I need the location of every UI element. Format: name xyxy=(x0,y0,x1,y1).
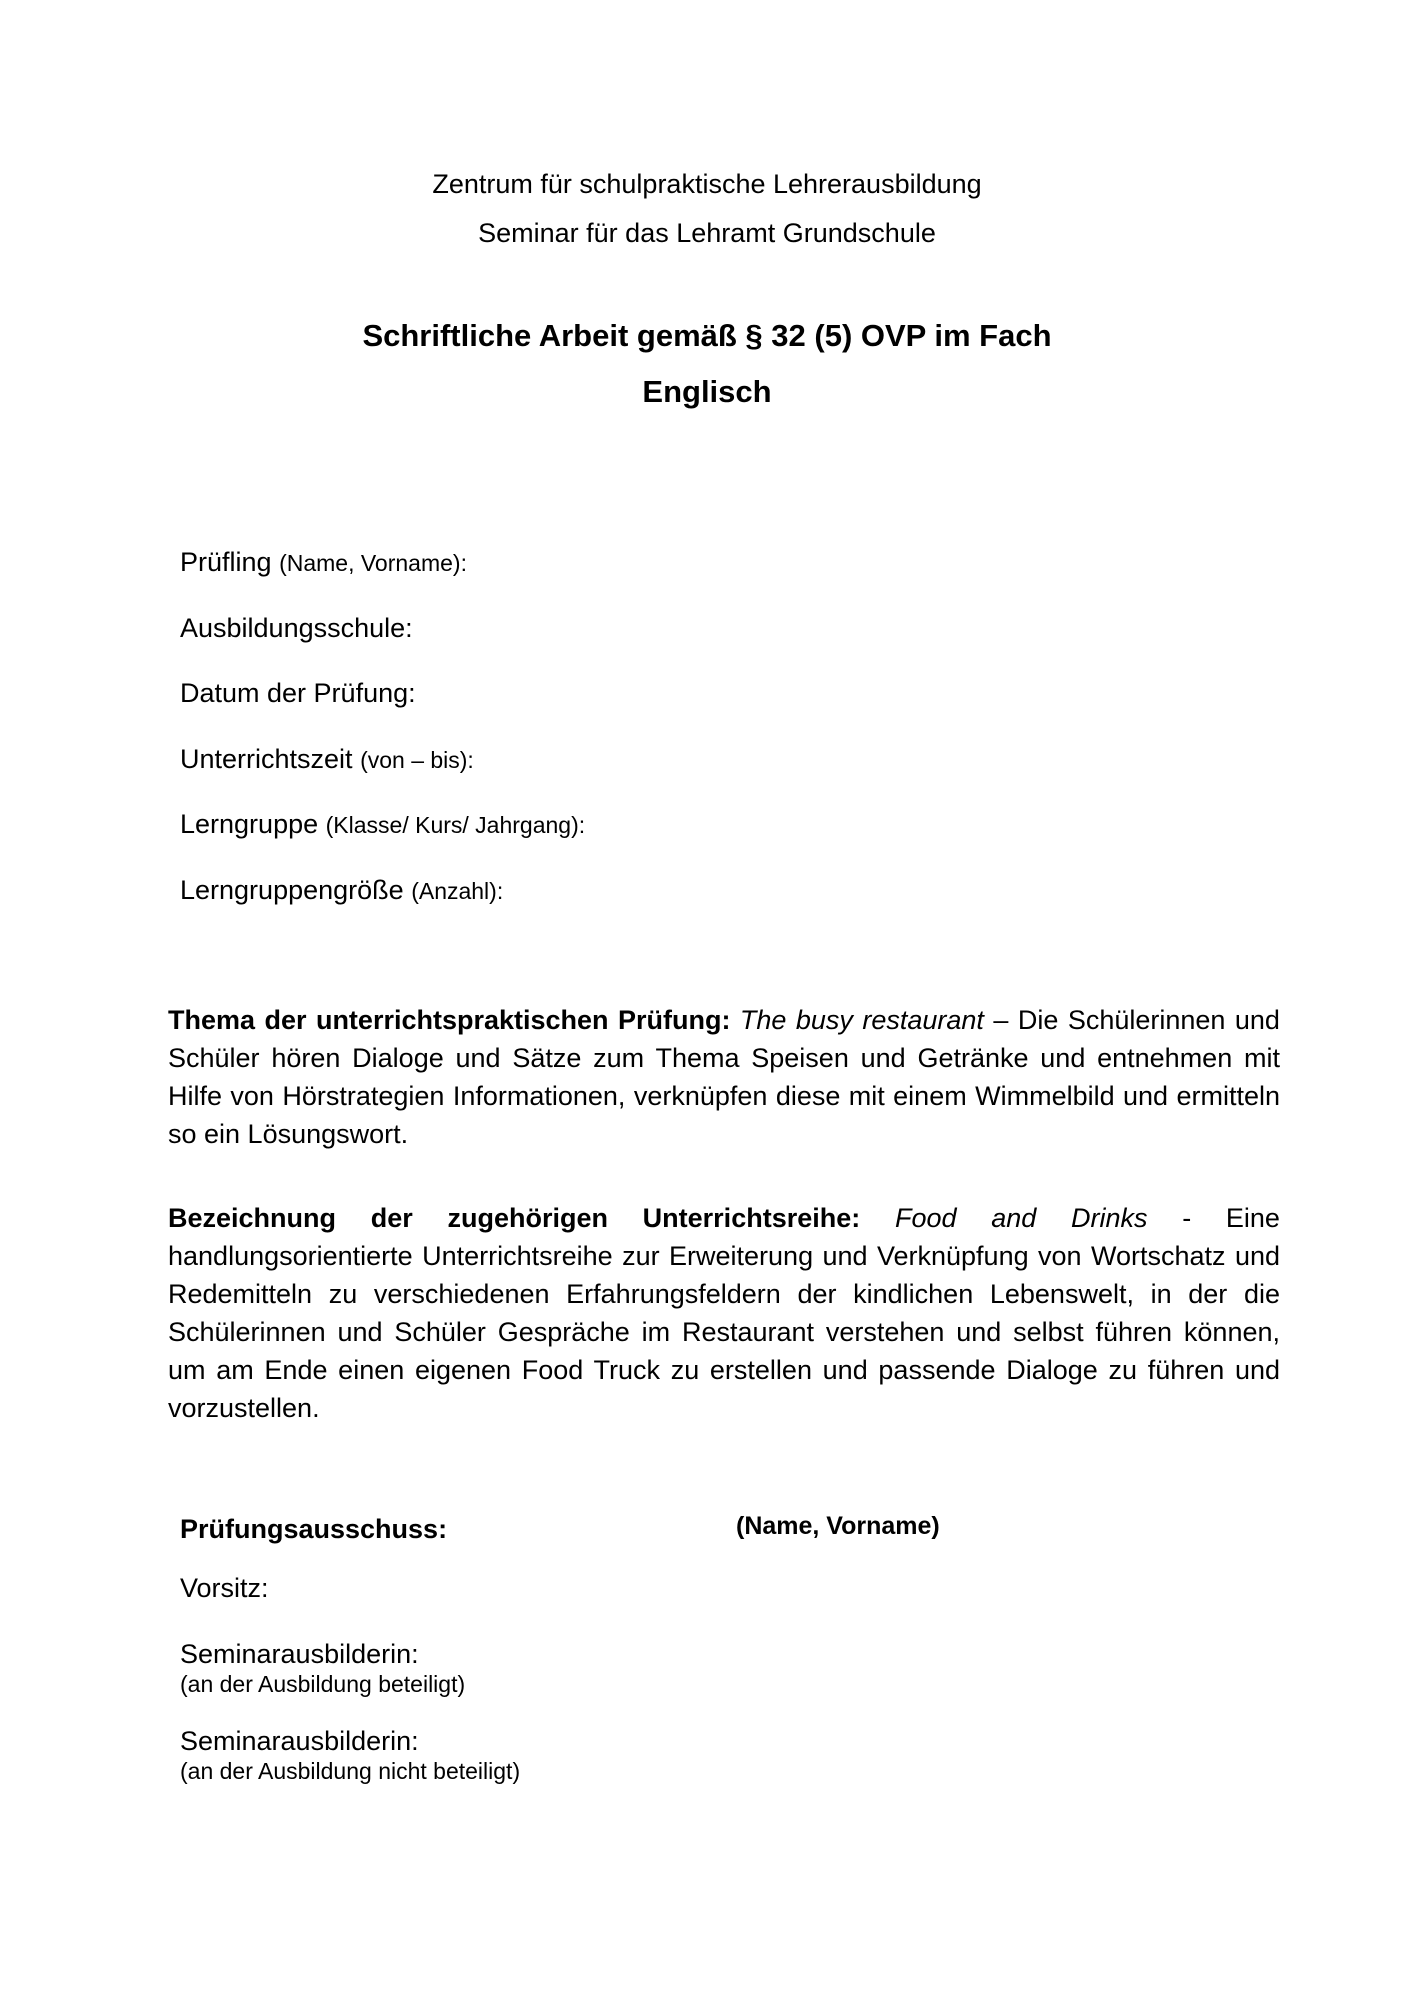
field-label: Datum der Prüfung: xyxy=(180,678,416,708)
committee-role-note: (an der Ausbildung beteiligt) xyxy=(180,1671,466,1697)
field-hint: (Anzahl): xyxy=(411,878,504,904)
exam-topic-paragraph xyxy=(168,1001,1280,1153)
institution-line-2: Seminar für das Lehramt Grundschule xyxy=(478,218,936,248)
lesson-series-paragraph xyxy=(168,1199,1280,1427)
document-title-line-1: Schriftliche Arbeit gemäß § 32 (5) OVP im Fach xyxy=(362,318,1052,353)
committee-name-column-label: (Name, Vorname) xyxy=(736,1512,940,1540)
field-exam-date xyxy=(180,676,416,710)
committee-member-trainer-involved xyxy=(180,1638,465,1698)
committee-member-trainer-not-involved xyxy=(180,1725,520,1785)
exam-topic-label: Thema der unterrichtspraktischen Prüfung: xyxy=(168,1005,731,1035)
committee-member-chair xyxy=(180,1572,269,1604)
institution-line-1: Zentrum für schulpraktische Lehrerausbildung xyxy=(432,169,982,199)
field-hint: (Name, Vorname): xyxy=(279,550,467,576)
committee-role: Seminarausbilderin: xyxy=(180,1726,419,1756)
exam-topic-title: The busy restaurant xyxy=(739,1005,984,1035)
field-hint: (von – bis): xyxy=(360,747,474,773)
field-hint: (Klasse/ Kurs/ Jahrgang): xyxy=(325,812,586,838)
field-learning-group xyxy=(180,807,585,842)
field-label: Prüfling xyxy=(180,547,272,577)
exam-topic-text: – Die Schülerinnen und Schüler hören Dialoge und Sätze zum Thema Speisen und Getränke und entnehmen mit Hilfe von Hörstrategien Informationen, verknüpfen diese mit einem Wimmelbild und ermitteln so ein Lösungswort. xyxy=(168,1005,1280,1149)
field-label: Lerngruppengröße xyxy=(180,875,404,905)
committee-role: Vorsitz: xyxy=(180,1573,269,1603)
field-training-school xyxy=(180,611,413,645)
field-examinee xyxy=(180,545,467,580)
lesson-series-title: Food and Drinks xyxy=(894,1203,1148,1233)
field-label: Unterrichtszeit xyxy=(180,744,353,774)
field-lesson-time xyxy=(180,742,474,777)
committee-heading: Prüfungsausschuss: xyxy=(180,1514,448,1544)
committee-role: Seminarausbilderin: xyxy=(180,1639,419,1669)
committee-role-note: (an der Ausbildung nicht beteiligt) xyxy=(180,1758,521,1784)
document-title-subject: Englisch xyxy=(642,374,772,409)
lesson-series-text: - Eine handlungsorientierte Unterrichtsreihe zur Erweiterung und Verknüpfung von Wortschatz und Redemitteln zu verschiedenen Erfahrungsfeldern der kindlichen Lebenswelt, in der die Schülerinnen und Schüler Gespräche im Restaurant verstehen und selbst führen können, um am Ende einen eigenen Food Truck zu erstellen und passende Dialoge zu führen und vorzustellen. xyxy=(168,1203,1280,1423)
lesson-series-label: Bezeichnung der zugehörigen Unterrichtsreihe: xyxy=(168,1203,861,1233)
field-label: Ausbildungsschule: xyxy=(180,613,413,643)
field-group-size xyxy=(180,873,503,908)
field-label: Lerngruppe xyxy=(180,809,319,839)
